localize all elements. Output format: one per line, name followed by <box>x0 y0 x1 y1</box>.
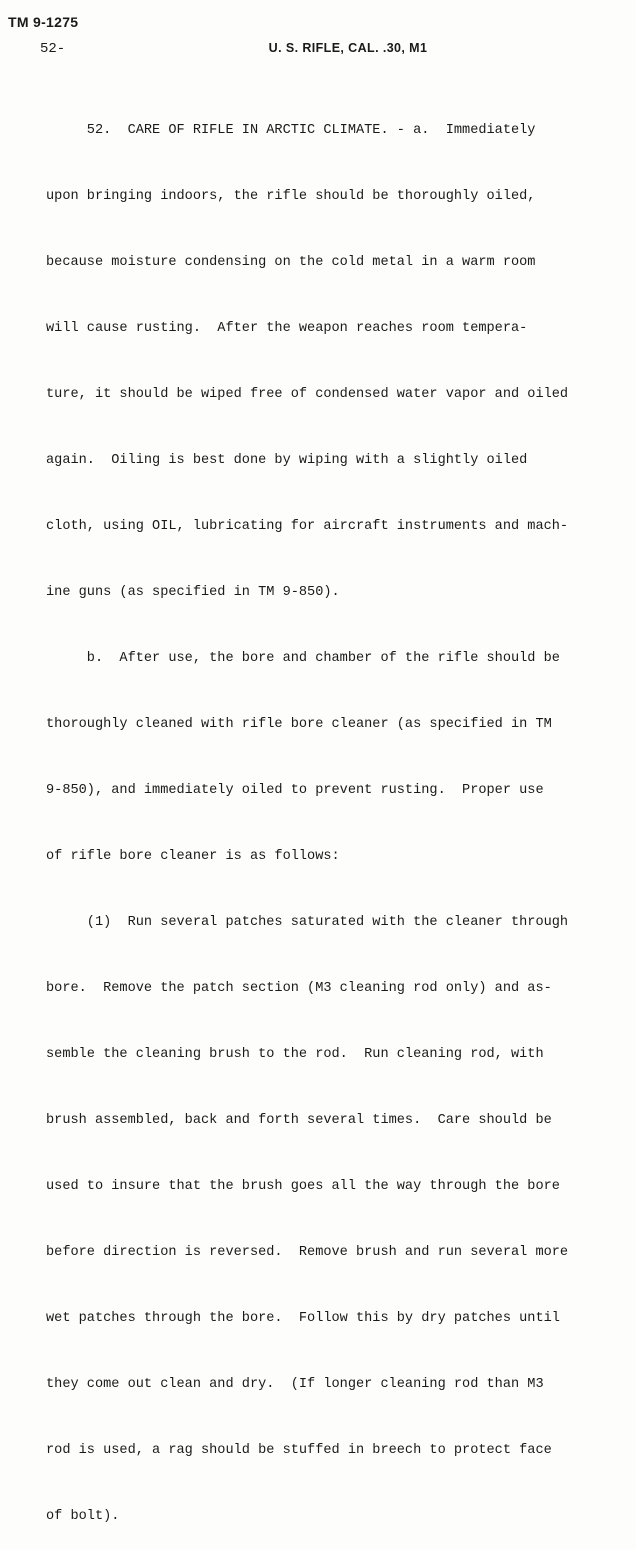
text-line: 52. CARE OF RIFLE IN ARCTIC CLIMATE. - a. Immediately <box>46 123 536 138</box>
text-line: 9-850), and immediately oiled to prevent rusting. Proper use <box>46 783 544 798</box>
text-line: ine guns (as specified in TM 9-850). <box>46 585 340 600</box>
text-line: will cause rusting. After the weapon reaches room tempera- <box>46 321 528 336</box>
text-line: of bolt). <box>46 1509 120 1524</box>
text-line: brush assembled, back and forth several times. Care should be <box>46 1113 552 1128</box>
text-line: of rifle bore cleaner is as follows: <box>46 849 340 864</box>
text-line: they come out clean and dry. (If longer cleaning rod than M3 <box>46 1377 544 1392</box>
text-line: upon bringing indoors, the rifle should be thoroughly oiled, <box>46 189 536 204</box>
text-line: rod is used, a rag should be stuffed in breech to protect face <box>46 1443 552 1458</box>
text-line: (1) Run several patches saturated with the cleaner through <box>46 915 569 930</box>
text-line: ture, it should be wiped free of condensed water vapor and oiled <box>46 387 569 402</box>
page-number: 52- <box>40 41 66 57</box>
text-line: semble the cleaning brush to the rod. Run cleaning rod, with <box>46 1047 544 1062</box>
text-line: before direction is reversed. Remove brush and run several more <box>46 1245 569 1260</box>
text-line: bore. Remove the patch section (M3 cleaning rod only) and as- <box>46 981 552 996</box>
text-line: because moisture condensing on the cold metal in a warm room <box>46 255 536 270</box>
document-id: TM 9-1275 <box>8 14 79 30</box>
text-line: again. Oiling is best done by wiping with a slightly oiled <box>46 453 528 468</box>
text-line: used to insure that the brush goes all the way through the bore <box>46 1179 560 1194</box>
page-title: U. S. RIFLE, CAL. .30, M1 <box>268 41 428 55</box>
text-line: wet patches through the bore. Follow this by dry patches until <box>46 1311 560 1326</box>
section-text <box>46 76 631 1550</box>
text-line: cloth, using OIL, lubricating for aircraft instruments and mach- <box>46 519 569 534</box>
text-line: b. After use, the bore and chamber of the rifle should be <box>46 651 560 666</box>
text-line: thoroughly cleaned with rifle bore cleaner (as specified in TM <box>46 717 552 732</box>
